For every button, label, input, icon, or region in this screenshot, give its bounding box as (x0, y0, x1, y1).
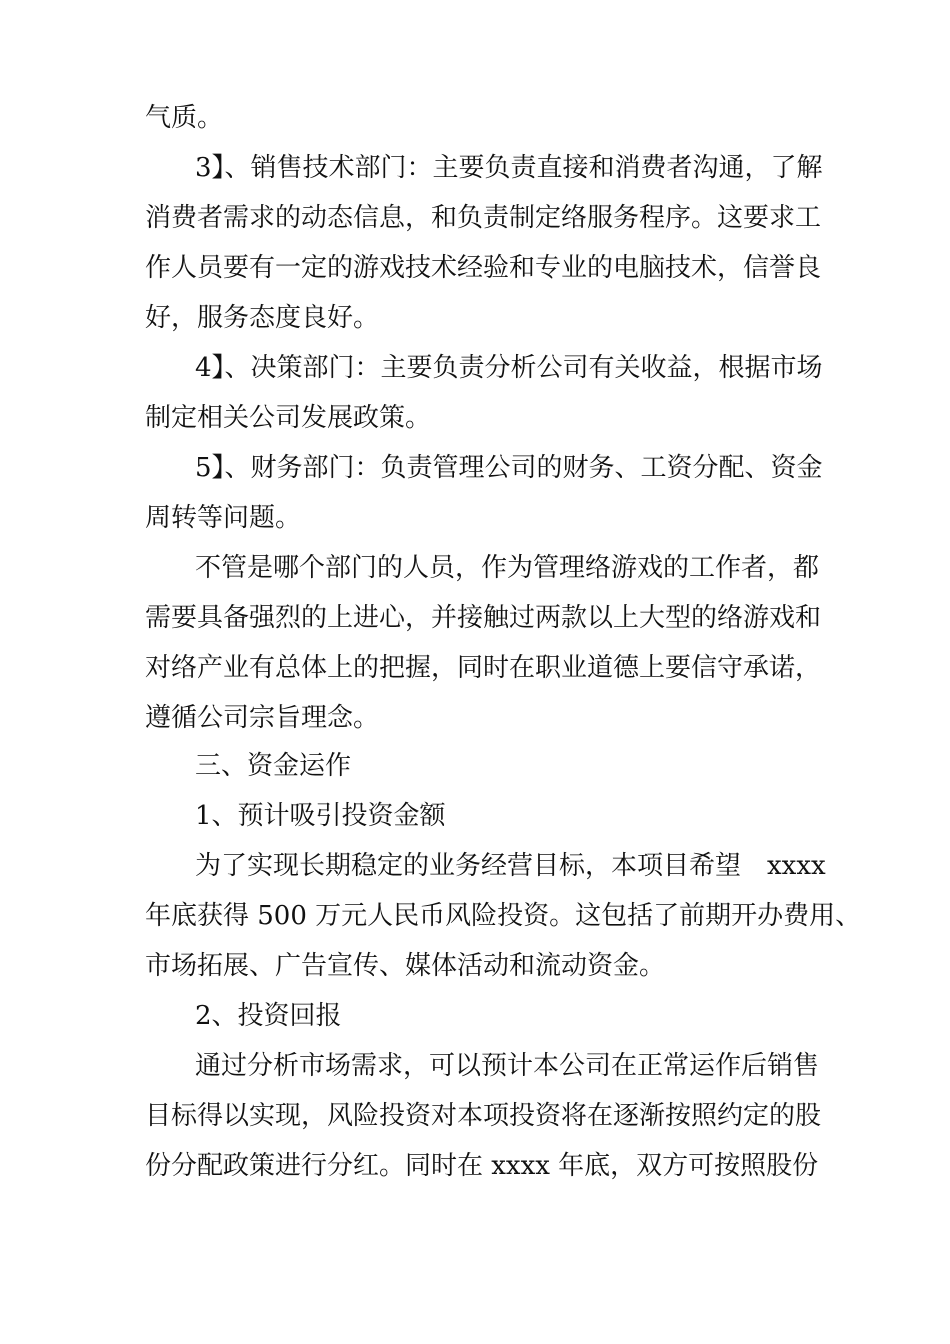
paragraph-finance-dept: 5】、财务部门：负责管理公司的财务、工资分配、资金 (195, 453, 823, 483)
text-line: 制定相关公司发展政策。 (145, 403, 432, 433)
text-line: 遵循公司宗旨理念。 (145, 703, 380, 733)
paragraph-sales-tech-dept: 3】、销售技术部门：主要负责直接和消费者沟通，了解 (195, 153, 823, 183)
text-line: 气质。 (145, 103, 224, 133)
text-line: 对络产业有总体上的把握，同时在职业道德上要信守承诺， (145, 653, 822, 683)
text-line: 年底获得 500 万元人民币风险投资。这包括了前期开办费用、 (145, 901, 862, 931)
paragraph-investment-amount: 为了实现长期稳定的业务经营目标，本项目希望 xxxx (195, 851, 826, 881)
text-line: 目标得以实现，风险投资对本项投资将在逐渐按照约定的股 (145, 1101, 822, 1131)
text-line: 份分配政策进行分红。同时在 xxxx 年底，双方可按照股份 (145, 1151, 819, 1181)
paragraph-investment-return: 通过分析市场需求，可以预计本公司在正常运作后销售 (195, 1051, 820, 1081)
paragraph-staff-requirements: 不管是哪个部门的人员，作为管理络游戏的工作者，都 (195, 553, 820, 583)
text-line: 需要具备强烈的上进心，并接触过两款以上大型的络游戏和 (145, 603, 822, 633)
text-line: 周转等问题。 (145, 503, 302, 533)
text-line: 消费者需求的动态信息，和负责制定络服务程序。这要求工 (145, 203, 822, 233)
text-line: 好，服务态度良好。 (145, 303, 380, 333)
subheading-investment-return: 2、投资回报 (195, 1001, 342, 1031)
subheading-investment-amount: 1、预计吸引投资金额 (195, 801, 446, 831)
paragraph-decision-dept: 4】、决策部门：主要负责分析公司有关收益，根据市场 (195, 353, 823, 383)
text-line: 作人员要有一定的游戏技术经验和专业的电脑技术，信誉良 (145, 253, 822, 283)
text-line: 市场拓展、广告宣传、媒体活动和流动资金。 (145, 951, 666, 981)
section-heading-capital-operation: 三、资金运作 (195, 751, 352, 781)
